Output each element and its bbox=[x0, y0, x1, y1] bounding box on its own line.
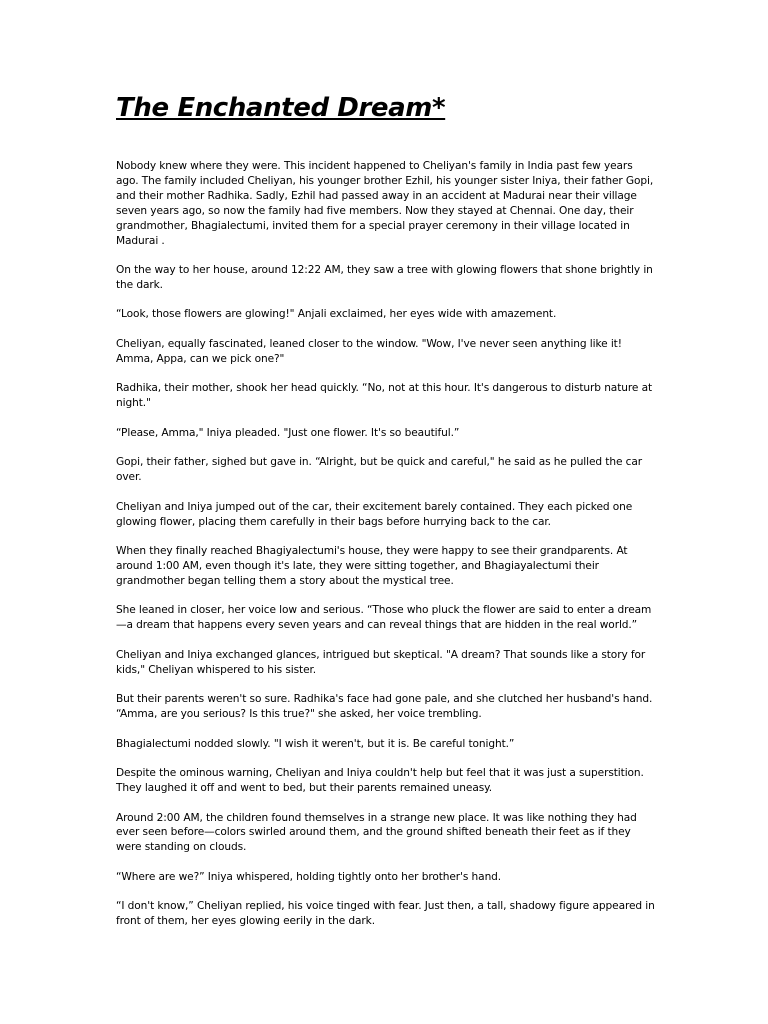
document-title: The Enchanted Dream* bbox=[116, 93, 446, 123]
document-page bbox=[116, 90, 656, 944]
paragraph-6: “Please, Amma," Iniya pleaded. "Just one flower. It's so beautiful.” bbox=[116, 426, 460, 439]
paragraph-13: Bhagialectumi nodded slowly. "I wish it weren't, but it is. Be careful tonight.” bbox=[116, 737, 515, 750]
paragraph-4: Cheliyan, equally fascinated, leaned closer to the window. "Wow, I've never seen anything like it! Amma, Appa, can we pick one?" bbox=[116, 337, 622, 365]
paragraph-5: Radhika, their mother, shook her head quickly. “No, not at this hour. It's dangerous to disturb nature at night." bbox=[116, 382, 653, 410]
paragraph-7: Gopi, their father, sighed but gave in. “Alright, but be quick and careful," he said as he pulled the car over. bbox=[116, 456, 643, 484]
paragraph-1: Nobody knew where they were. This incident happened to Cheliyan's family in India past few years ago. The family included Cheliyan, his younger brother Ezhil, his younger sister Iniya, their father Gopi, and their mother Radhika. Sadly, Ezhil had passed away in an accident at Madurai near their village seven years ago, so now the family had five members. Now they stayed at Chennai. One day, their grandmother, Bhagialectumi, invited them for a special prayer ceremony in their village located in Madurai . bbox=[116, 160, 654, 247]
paragraph-14: Despite the ominous warning, Cheliyan and Iniya couldn't help but feel that it was just a superstition. They laughed it off and went to bed, but their parents remained uneasy. bbox=[116, 767, 644, 794]
paragraph-11: Cheliyan and Iniya exchanged glances, intrigued but skeptical. "A dream? That sounds like a story for kids," Cheliyan whispered to his sister. bbox=[116, 648, 646, 676]
paragraph-10: She leaned in closer, her voice low and serious. “Those who pluck the flower are said to enter a dream—a dream that happens every seven years and can reveal things that are hidden in the real world.” bbox=[116, 604, 652, 632]
paragraph-2: On the way to her house, around 12:22 AM, they saw a tree with glowing flowers that shone brightly in the dark. bbox=[116, 264, 653, 291]
paragraph-3: “Look, those flowers are glowing!" Anjali exclaimed, her eyes wide with amazement. bbox=[116, 308, 557, 321]
paragraph-12: But their parents weren't so sure. Radhika's face had gone pale, and she clutched her husband's hand. “Amma, are you serious? Is this true?" she asked, her voice trembling. bbox=[116, 693, 653, 721]
paragraph-17: “I don't know,” Cheliyan replied, his voice tinged with fear. Just then, a tall, shadowy figure appeared in front of them, her eyes glowing eerily in the dark. bbox=[116, 900, 655, 928]
paragraph-16: “Where are we?” Iniya whispered, holding tightly onto her brother's hand. bbox=[116, 870, 502, 883]
paragraph-15: Around 2:00 AM, the children found themselves in a strange new place. It was like nothing they had ever seen before—colors swirled around them, and the ground shifted beneath their feet as if they were standing on clouds. bbox=[116, 811, 637, 854]
paragraph-9: When they finally reached Bhagiyalectumi's house, they were happy to see their grandparents. At around 1:00 AM, even though it's late, they were sitting together, and Bhagiayalectumi their grandmother began telling them a story about the mystical tree. bbox=[116, 545, 628, 587]
paragraph-8: Cheliyan and Iniya jumped out of the car, their excitement barely contained. They each picked one glowing flower, placing them carefully in their bags before hurrying back to the car. bbox=[116, 500, 633, 528]
